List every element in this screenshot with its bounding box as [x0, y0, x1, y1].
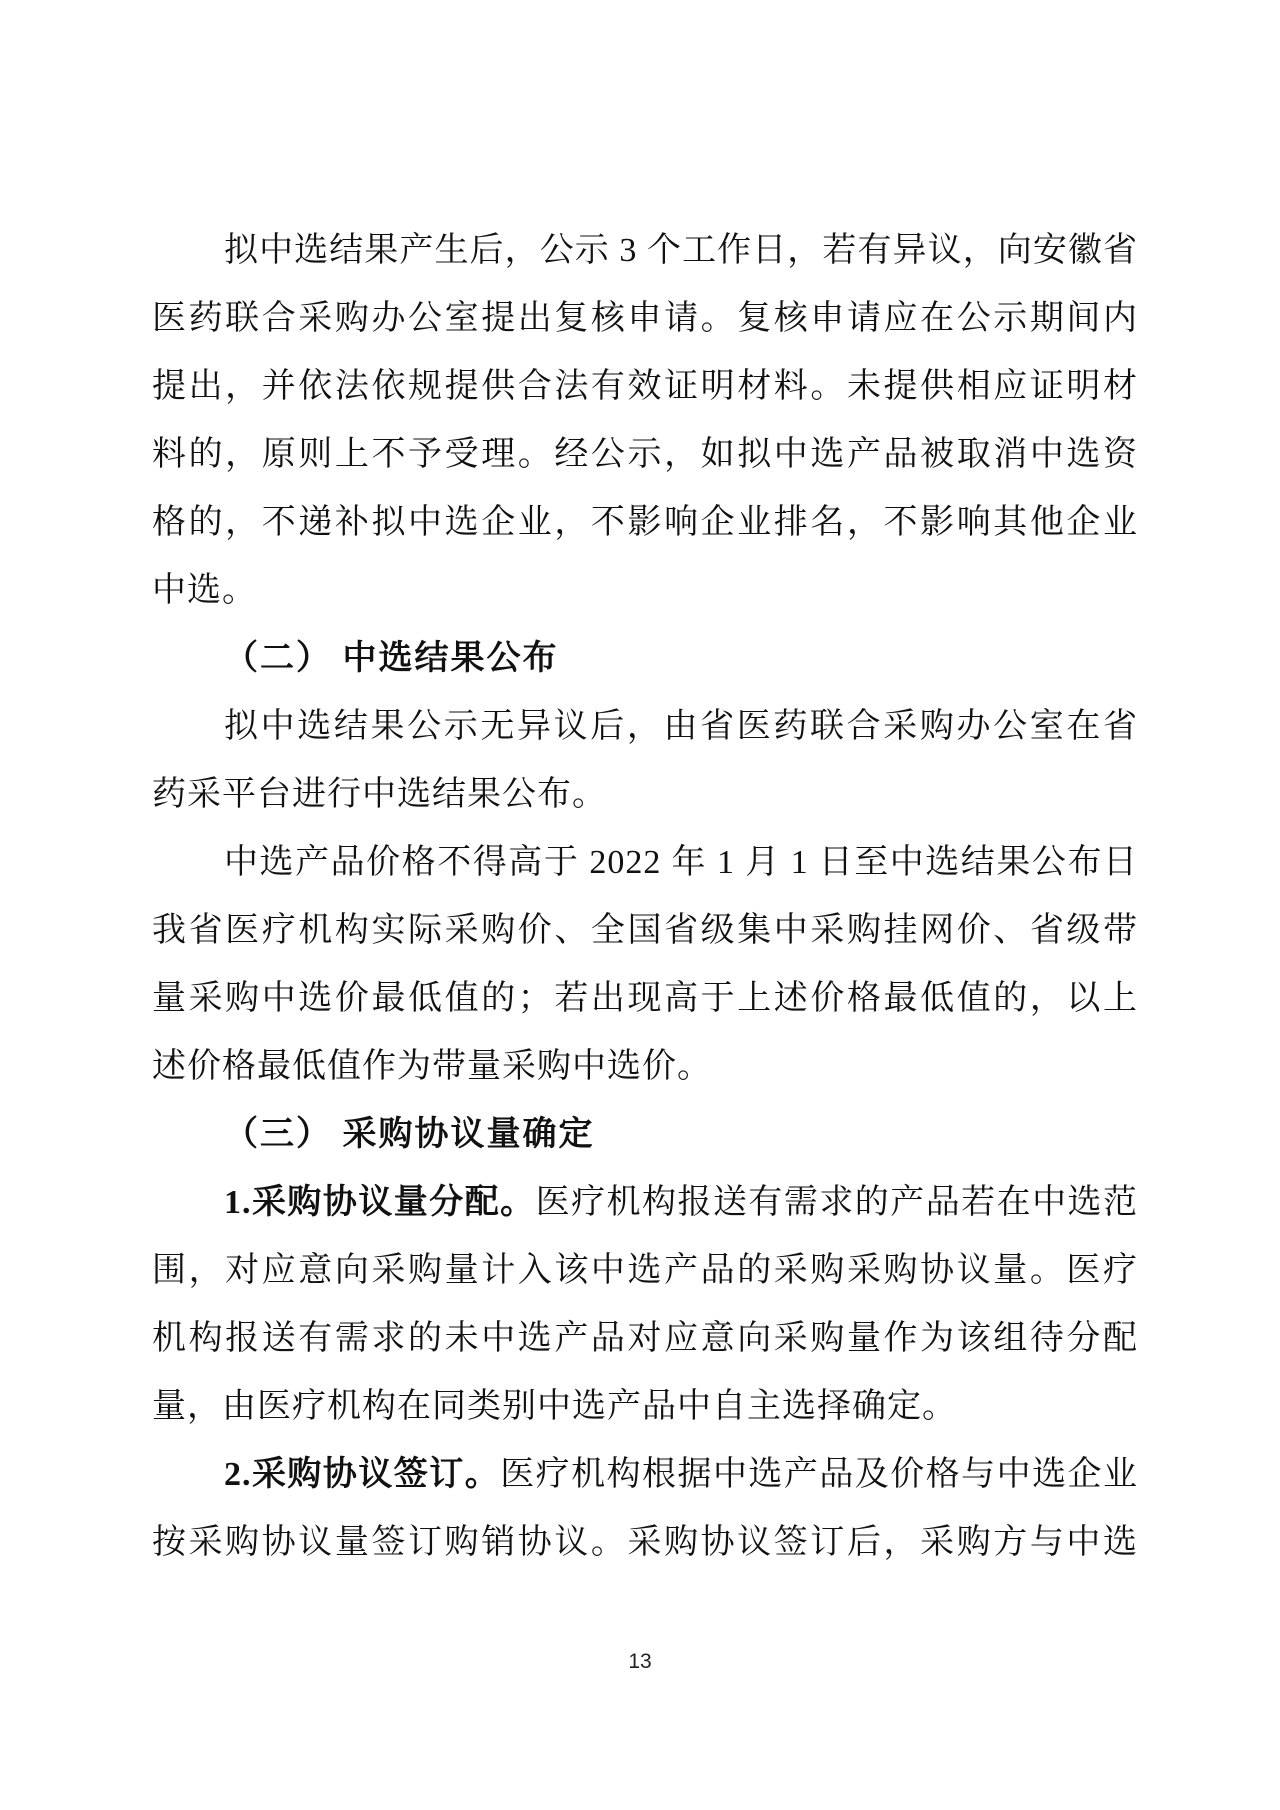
text-line: 药采平台进行中选结果公布。 [152, 776, 607, 813]
bold-lead: 1.采购协议量分配。 [224, 1184, 536, 1221]
text-line: 机构报送有需求的未中选产品对应意向采购量作为该组待分配 [152, 1320, 1138, 1357]
text-line [152, 1169, 1138, 1237]
page-number: 13 [628, 1650, 652, 1673]
text-line: 我省医疗机构实际采购价、全国省级集中采购挂网价、省级带 [152, 912, 1138, 949]
text-line: 提出，并依法依规提供合法有效证明材料。未提供相应证明材 [152, 368, 1138, 405]
text-line: 医药联合采购办公室提出复核申请。复核申请应在公示期间内 [152, 300, 1138, 337]
text-line: 量，由医疗机构在同类别中选产品中自主选择确定。 [152, 1388, 957, 1425]
text-line: 中选产品价格不得高于 2022 年 1 月 1 日至中选结果公布日 [224, 844, 1138, 881]
bold-lead: 2.采购协议签订。 [224, 1456, 501, 1493]
text-line: 按采购协议量签订购销协议。采购协议签订后，采购方与中选 [152, 1524, 1138, 1561]
document-body [152, 217, 1138, 1577]
section-heading: （三） 采购协议量确定 [224, 1116, 595, 1153]
text-line [152, 1441, 1138, 1509]
line-text: 医疗机构报送有需求的产品若在中选范 [535, 1184, 1138, 1221]
text-line: 拟中选结果公示无异议后，由省医药联合采购办公室在省 [224, 708, 1138, 745]
section-heading: （二） 中选结果公布 [224, 640, 559, 677]
text-line: 述价格最低值作为带量采购中选价。 [152, 1048, 712, 1085]
text-line: 量采购中选价最低值的；若出现高于上述价格最低值的，以上 [152, 980, 1138, 1017]
line-text: 医疗机构根据中选产品及价格与中选企业 [500, 1456, 1138, 1493]
text-line: 拟中选结果产生后，公示 3 个工作日，若有异议，向安徽省 [224, 232, 1138, 269]
text-line: 中选。 [152, 572, 257, 609]
text-line: 料的，原则上不予受理。经公示，如拟中选产品被取消中选资 [152, 436, 1138, 473]
text-line: 围，对应意向采购量计入该中选产品的采购采购协议量。医疗 [152, 1252, 1138, 1289]
text-line: 格的，不递补拟中选企业，不影响企业排名，不影响其他企业 [152, 504, 1138, 541]
